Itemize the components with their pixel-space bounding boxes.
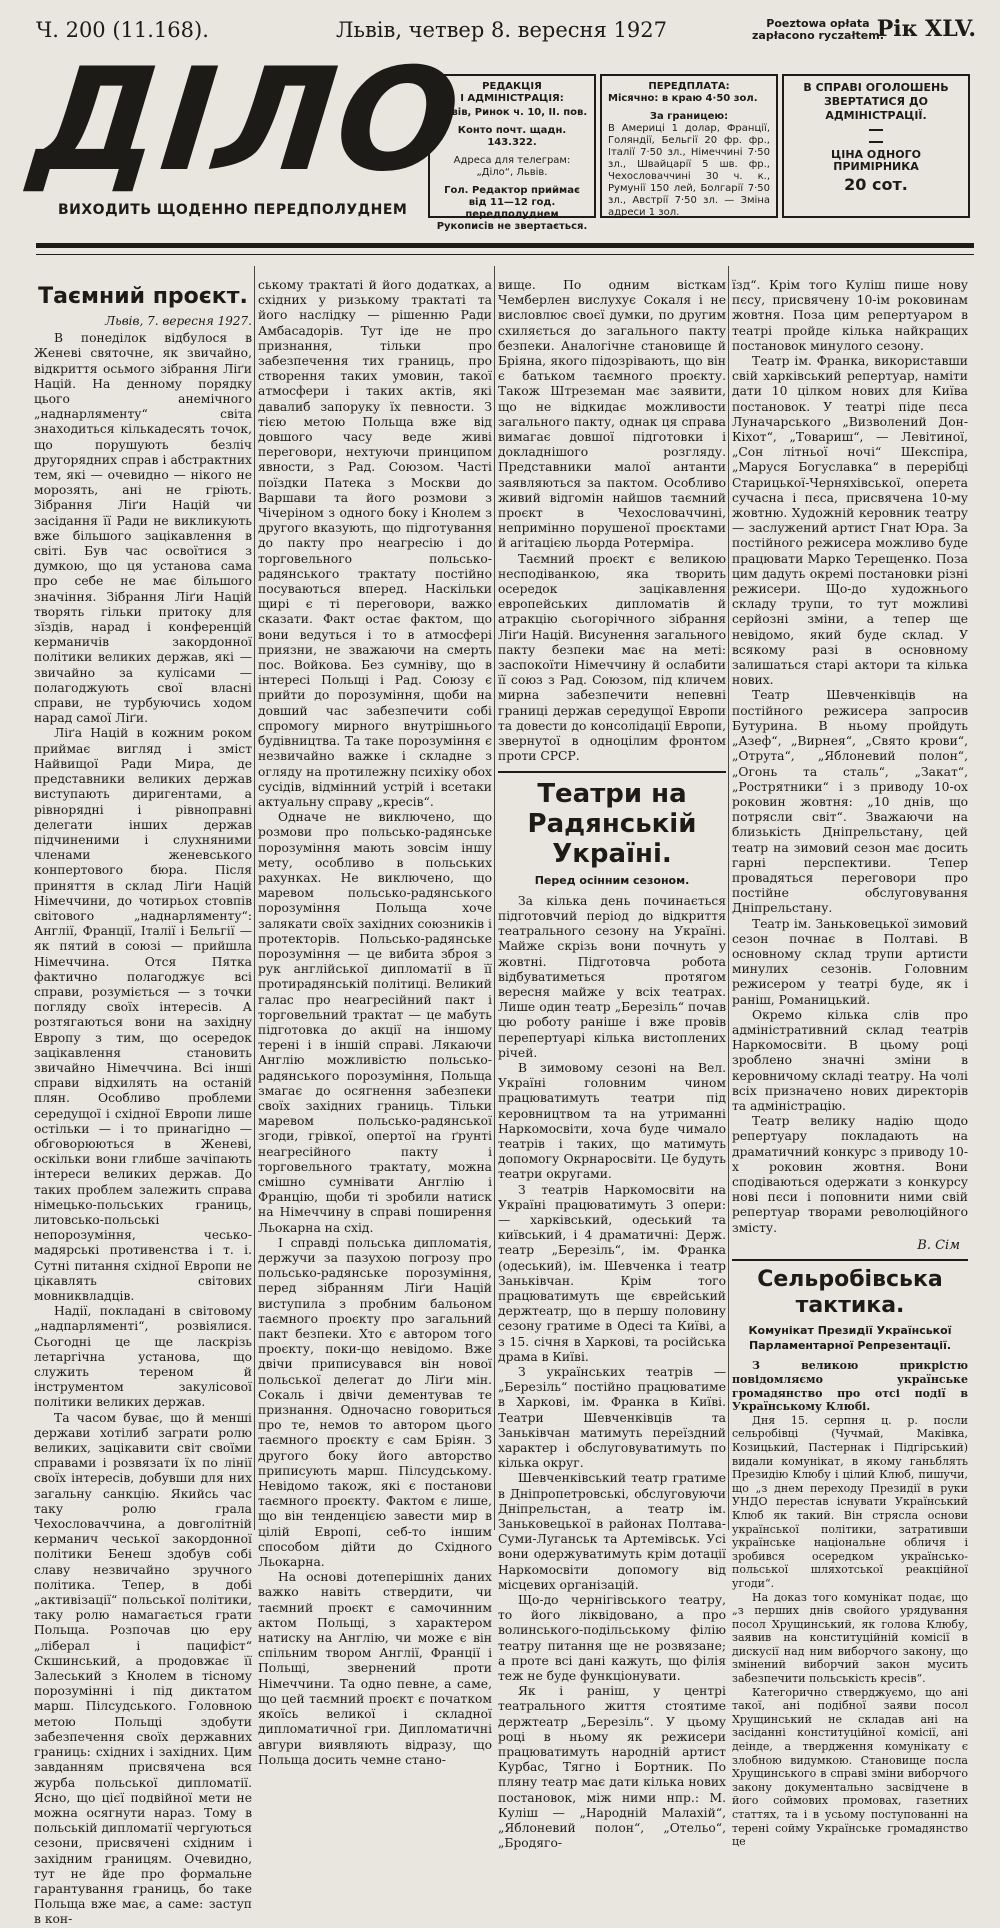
editorial-hours: Гол. Редактор приймає від 11—12 год. передполуднем (444, 185, 580, 220)
article-paragraph: З театрів Наркомосвіти на Україні працюватимуть 3 опери: — харківський, одеський та київський, і 4 драматичні: Держ. театр „Березіль“, ім. Франка (одеський), ім. Шевченка і театр Заньківчан. Крім того працюватимуть ще єврейський держтеатр, що в першу половину сезону гратиме в Одесі та Київі, а з 15. січня в Харкові, та російська драма в Київі. (498, 1182, 726, 1364)
article-title: Театри на Радянській Україні. (527, 778, 697, 869)
article-paragraph: Та часом буває, що й менші держави хотілиб заграти ролю великих, зацікавити світ своїми справами і розвязати їх по лінії своїх інтересів, добувши для них загальну санкцію. Якийсь час таку ролю грала Чехословаччина, а довголітній керманич чеської закордонної політики Бенеш здобув собі славу незвичайно зручного політика. Тепер, в добі „активізації“ польської політики, таку ролю намагається грати Польща. Розпочав цю еру „ліберал і пацифіст“ Скшинський, а продовжає її Залеський з Кнолем в тісному порозумінні і під диктатом марш. Пілсудського. Головною метою Польщі здобути забезпечення своїх державних границь: східних і західних. Цим завданням присвячена вся журба польської дипломатії. Ясно, що цієї подвійної мети не можна осягнути нараз. Тому в польській дипломатії чергуються сезони, присвячені східним і західним границям. Очевидно, тут не йде про формальне гарантування границь, бо таке Польща вже має, а саме: заступ в кон- (34, 1410, 252, 1927)
price-label: ЦІНА ОДНОГО ПРИМІРНИКА (831, 148, 921, 173)
article-paragraph: їзд“. Крім того Куліш пише нову пєсу, присвячену 10-ім роковинам жовтня. Поза цим репертуаром в театрі пройде кілька найкращих постановок минулого сезону. (732, 278, 968, 353)
column-1 (34, 278, 252, 1927)
postal-note (752, 18, 884, 42)
article-paragraph: З великою прикрістю повідомляємо українське громадянство про отсі події в Українському Клюбі. (732, 1359, 968, 1414)
article-paragraph: Театр ім. Заньковецької зимовий сезон почнає в Полтаві. В основному склад трупи артисти минулих сезонів. Головним режисером у театрі буде, як і раніш, Романицький. (732, 916, 968, 1007)
article-paragraph: Категорично стверджуємо, що ані такої, ані подібної заяви посол Хрущинський не складав ані на засіданні конституційної комісії, ані деінде, а твердження комунікату є злобною видумкою. Становище посла Хрущинського в справі зміни виборчого закону документально засвідчене в його соймових промовах, газетних статтях, та і в усьому поступованні на терені сойму Українське громадянство це (732, 1685, 968, 1849)
article-paragraph: Як і раніш, у центрі театрального життя стоятиме держтеатр „Березіль“. У цьому році в ньому як режисери працюватимуть народній артист Курбас, Тягно і Бортник. По пляну театр має дати кількa нових постановок, між ними нпр.: М. Куліш — „Народній Малахій“, „Яблоневий полон“, „Отельо“, „Бродяго- (498, 1684, 726, 1851)
masthead-rule-thin (36, 254, 974, 255)
subscription-abroad: За границею: (649, 111, 729, 122)
article-paragraph: На основі дотеперішніх даних важко навіть ствердити, чи таємний проєкт є самочинним актом Польщі, з характером натиску на Англію, чи може є він спільним твором Англії, Франції і Польщі, звернений проти Німеччини. Та одно певне, а саме, що цей таємний проєкт є початком якоїсь великої і складної дипломатичної гри. Дипломатичні авгури виявляють відразу, що Польща досить чемне стано- (258, 1570, 492, 1767)
editorial-telegram-label: Адреса для телеграм: (453, 155, 571, 166)
column-divider (254, 266, 255, 1530)
article-title: Таємний проєкт. (38, 284, 248, 309)
article-paragraph: Театр ім. Франка, використавши свій харківський репертуар, наміти дати 10 цілком нових для Київа постановок. У театрі піде пєса Луначарського „Визволений Дон-Кіхот“, „Товариш“, — Левітиної, „Сон літньої ночі“ Шекспіра, „Маруся Богуславка“ в перерібці Старицької-Черняхівської, оперета сучасна і пєса, присвячена 10-му жовтню. Художній керовник театру — заслужений артист Гнат Юра. За постійного режисера можливо буде працювати Марко Терещенко. Поза цим дадуть окремі постановки різні режисери. Що-до художнього складу трупи, то тут можливі серйозні зміни, а тепер ще невідомо, який буде склад. У всякому разі в основному залишаться старі актори та кілька нових. (732, 354, 968, 688)
article-paragraph: Що-до чернігівського театру, то його ліквідовано, а про волинського-подільському філію театру питання ще не розвязане; а проте всі дані кажуть, що філія теж не буде функціонувати. (498, 1593, 726, 1684)
editorial-box (428, 74, 596, 232)
article-paragraph: Дня 15. серпня ц. р. посли сельробівці (Чучмай, Маківка, Козицький, Пастернак і Підгірський) видали комунікат, в якому ганьблять Президію Клюбу і цілий Клюб, пишучи, що „з днем переходу Президії в руки УНДО перестав існувати Український Клюб як такий. Він стрясла основи української політики, затративши українське національне обличя і зробився осередком українсько-польської шляхотської реакційної угоди“. (732, 1413, 968, 1590)
editorial-manuscripts: Рукописів не звертається. (436, 221, 588, 232)
article-paragraph: Театр велику надію щодо репертуару покладають на драматичний конкурс з приводу 10-х роковин жовтня. Вони сподіваються одержати з конкурсу нові пєси і поповнити ними свій репертуар творами революційного змісту. (732, 1114, 968, 1235)
article-paragraph: Одначе не виключено, що розмови про польсько-радянське порозуміння мають зовсім іншу мету, особливо в польських рахунках. Не виключено, що маревом польсько-радянського порозуміння Польща хоче залякати своїх західних союзників і протекторів. Польсько-радянське порозуміння — це вибита зброя з рук англійської дипломатії в її протирадянській політиці. Великий галас про неагресійний пакт і торговельний трактат — це мабуть підготовка до акції на іншому терені і в іншій справі. Лякаючи Англію можливістю польсько-радянського порозуміння, Польща змагає до осягнення забезпеки своїх західних границь. Тільки маревом польсько-радянської згоди, грівкої, опертої на ґрунті неагресійного пакту і торговельного трактату, можна смішно сумнівати Англію і Францію, щоби ті зробили натиск на Німеччину в справі поширення Льокарна на схід. (258, 810, 492, 1235)
ornament-icon (869, 129, 883, 143)
subscription-heading: ПЕРЕДПЛАТА: (648, 81, 730, 92)
article-paragraph: Окремо кілька слів про адміністративний склад театрів Наркомосвіти. В цьому році зроблено значні зміни в керовничому складі театру. На чолі всіх призначено нових директорів та адміністрацію. (732, 1007, 968, 1113)
article-paragraph: Надії, покладані в світовому „надпарляменті“, розвіялися. Сьогодні це ще ласкрізь летаргічна установа, що служить тереном й інструментом закулісової політики великих держав. (34, 1304, 252, 1410)
masthead-title: ДІЛО (25, 38, 469, 203)
article-paragraph: ському трактаті й його додатках, а східних у ризькому трактаті та його наслідку — рішенню Ради Амбасадорів. Тут іде не про признання, тільки про забезпечення тих границь, про створення таких умовин, такої атмосфери і таких актів, які давалиб запоруку їх певности. З тією метою Польща вже від довшого часу веде живі переговори, нехтуючи принципом явности, з Рад. Союзом. Часті поїздки Патека з Москви до Варшави та його розмови з Чічеріном з одного боку і Кнолем з другого вказують, що підготування до пакту про неагресію і до торговельного польсько-радянського трактату постійно посуваються вперед. Наскільки щирі є ті переговори, важко сказати. Факт остає фактом, що вони ведуться і то в атмосфері приязни, не зважаючи на смерть пос. Войкова. Без сумніву, що в інтересі Польщі і Рад. Союзу є прийти до порозуміння, щоби на довший час забезпечити собі спромогу мирного внутрішнього будівництва. Та таке порозуміння є незвичайно важке і складне з огляду на протилежну психіку обох сусідів, відмінний устрій і всетаки актуальну справу „кресів“. (258, 278, 492, 809)
subscription-monthly: Місячно: в краю 4·50 зол. (608, 93, 758, 104)
editorial-account: Конто почт. щадн. 143.322. (457, 125, 567, 148)
column-2 (258, 278, 492, 1767)
section-divider (498, 771, 726, 773)
publication-date: Львів, четвер 8. вересня 1927 (336, 18, 667, 42)
column-4 (732, 278, 968, 1849)
article-paragraph: За кілька день починається підготовчий період до відкриття театрального сезону на Україні. Майже скрізь вони почнуть у жовтні. Підготовча робота відбуватиметься протягом вересня майже у всіх театрах. Лише один театр „Березіль“ почав цю роботу раніше і вже провів перепертуарі кілька вистоплених річей. (498, 893, 726, 1060)
editorial-address: Львів, Ринок ч. 10, II. пов. (436, 107, 588, 118)
article-paragraph: В зимовому сезоні на Вел. Україні головним чином працюватимуть театри під керовництвом та на утриманні Наркомосвіти, хоча буде чимало театрів і таких, що матимуть допомогу Окрнаросвіти. Це будуть театри округами. (498, 1060, 726, 1182)
article-title: Сельробівська тактика. (757, 1267, 943, 1318)
article-paragraph: Шевченківський театр гратиме в Дніпропетровські, обслуговуючи Дніпрельстан, а театр ім. Заньковецької в районах Полтава-Суми-Луганськ та Артемівськ. Усі вони одержуватимуть крім дотації Наркомосвіти допомогу від місцевих організацій. (498, 1471, 726, 1592)
editorial-heading-2: І АДМІНІСТРАЦІЯ: (460, 93, 564, 104)
article-paragraph: Ліґа Націй в кожним роком приймає вигляд і зміст Найвищої Ради Мира, де представники великих держав виступають диригентами, а рівнорядні і рівноправні делегати інших держав підчиненими і слухняними членами женевського конпертового бюра. Після приняття в склад Ліґи Націй Німеччини, до чотирьох стовпів світового „наднарляменту“: Англії, Франції, Італії і Бельгії — як пятий в союзі — прийшла Німеччина. Отся Пятка фактично полагоджує всі справи, розуміється — з точки погляду своїх інтересів. А розтягаються вони на західну Европу з тим, що осередок зацікавлення становить звичайно Німеччина. Всі інші справи відхилять на останій плян. Особливо проблеми середущої і східної Европи лише остільки — і то принагідно — обговорюються в Женеві, оскільки вони глибше зачіпають інтереси великих держав. До таких проблем залежить справа німецько-польських границь, литовсько-польські непорозуміння, чесько-мадярські противенства і т. і. Сутні питання східної Европи не цікавлять світових мовниквладців. (34, 726, 252, 1303)
article-paragraph: Театр Шевченківців на постійного режисера запросив Бутурина. В ньому пройдуть „Азеф“, „Вирнея“, „Свято крови“, „Отрута“, „Яблоневий полон“, „Огонь та сталь“, „Закат“, „Рострятники“ і з приводу 10-ох роковин жовтня: „10 днів, що потрясли світ“. Зважаючи на близькість Дніпрельстану, цей театр на зимовий сезон має досить гарні перспективи. Тепер провадяться переговори про постійне обслуговування Дніпрельстану. (732, 688, 968, 916)
article-signature: В. Сім (917, 1237, 960, 1253)
masthead-rule (36, 243, 974, 248)
postal-note-line2: zapłacono ryczałtem. (752, 29, 884, 42)
ads-box (782, 74, 970, 218)
column-divider (728, 266, 729, 1530)
article-paragraph: вище. По одним вісткам Чемберлен вислухує Сокаля і не висловлює своєї думки, по другим схиляється до загального пакту безпеки. Аналогічне становище й Бріяна, якого підозрівають, що він є батьком таємного проєкту. Також Штреземан має заявити, що не відкидає можливости загального пакту, однак ця справа вимагає довшої підготовки і докладнішого розгляду. Представники малої антанти заявляються за пактом. Особливо живий відгомін найшов таємний проєкт в Чехословаччині, непримінно порушеної проєктами й агітацією льорда Ротерміра. (498, 278, 726, 551)
volume-year: Рік XLV. (876, 16, 976, 42)
article-paragraph: І справді польська дипломатія, держучи за пазухою погрозу про польсько-радянське порозуміння, перед зібранням Ліґи Націй виступила з пробним бальоном таємного проєкту про загальний пакт безпеки. Хто є автором того проєкту, поки-що невідомо. Вже двічи приписувався він нової польської делегат до Ліґи мін. Сокаль і двічи дементував те признання. Одночасно говориться про те, немов то автором цього таємного проєкту є сам Бріян. З другого боку його авторство приписують марш. Пілсудському. Невідомо також, які є постанови таємного проєкту. Фактом є лише, що він тенденцією завести мир в цілій Европі, себ-то іншим способом дійти до Східного Льокарна. (258, 1235, 492, 1570)
section-divider (732, 1259, 968, 1261)
editorial-heading: РЕДАКЦІЯ (482, 81, 542, 92)
article-paragraph: На доказ того комунікат подає, що „з перших днів свойого урядування посол Хрущинський, як голова Клюбу, заявив на конституційній комісії в дискусії над ним виборчого закону, що змінений виборчий закон мусить забезпечити польськість кресів“. (732, 1590, 968, 1686)
ads-text: В СПРАВІ ОГОЛОШЕНЬ ЗВЕРТАТИСЯ ДО АДМІНІСТРАЦІЇ. (803, 81, 949, 122)
column-3 (498, 278, 726, 1851)
subscription-rates: В Америці 1 долар, Франції, Голяндії, Бельгії 20 фр. фр., Італії 7·50 зл., Німеччині 7·50 зл., Швайцарії 5 шв. фр., Чехословаччині 30 ч. к., Румунії 150 лей, Болгарії 7·50 зл., Австрії 7·50 зл. — Зміна адреси 1 зол. (608, 123, 770, 218)
issue-number: Ч. 200 (11.168). (36, 18, 209, 42)
price-value: 20 сот. (844, 175, 908, 194)
postal-note-line1: Poeztowa opłata (766, 17, 870, 30)
article-subtitle: Перед осінним сезоном. (534, 873, 690, 887)
column-divider (494, 266, 495, 1530)
article-paragraph: В понеділок відбулося в Женеві святочне, як звичайно, відкриття осьмого зібрання Ліґи Націй. На денному порядку цього анемічного „наднарляменту“ світа знаходиться кількадесять точок, що порушують безліч другорядних справ і абстрактних тем, які — очевидно — нікого не морозять, ані не гріють. Зібрання Ліґи Націй чи засідання її Ради не викликують вже більшого зацікавлення в світі. Був час освоїтися з думкою, що ця установа сама про себе не має більшого значіння. Зібрання Ліґи Націй творять гільки притоку для зїздів, нарад і конференцій керманичів закордонної політики великих держав, які — звичайно за кулісами — полагоджують свої власні справи, не турбуючись ходом нарад самої Ліґи. (34, 331, 252, 726)
editorial-telegram-address: „Діло“, Львів. (476, 167, 548, 178)
article-dateline: Львів, 7. вересня 1927. (105, 314, 252, 328)
subscription-box (600, 74, 778, 218)
masthead-subtitle: ВИХОДИТЬ ЩОДЕННО ПЕРЕДПОЛУДНЕМ (58, 202, 408, 218)
article-subtitle: Комунікат Президії Української Парламентарної Репрезентації. (748, 1324, 952, 1353)
article-paragraph: Таємний проєкт є великою несподіванкою, яка творить осередок зацікавлення европейських дипломатів й атракцію сьогорічного зібрання Ліґи Націй. Висунення загального пакту безпеки має на меті: заспокоїти Німеччину й ослабити її союз з Рад. Союзом, під кличем мирна забезпечити непевні границі держав середущої Европи та довести до консолідації Европи, звернутої в одноцілим фронтом проти СРСР. (498, 551, 726, 764)
article-paragraph: З українських театрів — „Березіль“ постійно працюватиме в Харкові, ім. Франка в Київі. Театри Шевченківців та Заньківчан матимуть переїздний характер і обслуговуватимуть по кілька округ. (498, 1365, 726, 1471)
